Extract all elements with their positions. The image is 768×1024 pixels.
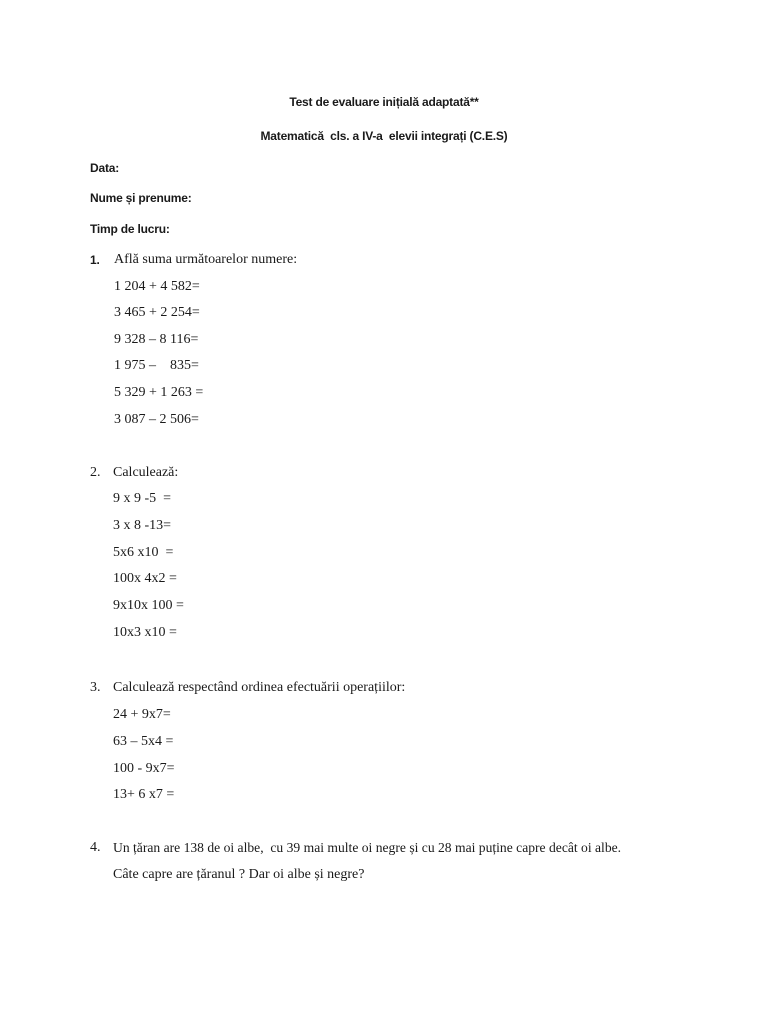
exercise-4-number: 4. — [90, 840, 101, 855]
exercise-3-number: 3. — [90, 680, 101, 695]
exercise-1-number: 1. — [90, 253, 100, 267]
exercise-2-item: 5x6 x10 = — [113, 545, 174, 560]
exercise-2-prompt: Calculează: — [113, 465, 179, 480]
exercise-4-text-line1: Un țăran are 138 de oi albe, cu 39 mai multe oi negre și cu 28 mai puține capre decât oi albe. — [113, 840, 622, 855]
exercise-2-item: 100x 4x2 = — [113, 571, 177, 586]
document-subtitle: Matematică cls. a IV-a elevii integrați (C.E.S) — [260, 129, 508, 143]
exercise-2-item: 9x10x 100 = — [113, 598, 184, 613]
exercise-1-item: 1 204 + 4 582= — [114, 279, 200, 294]
date-label: Data: — [90, 161, 120, 175]
exercise-2-item: 3 x 8 -13= — [113, 518, 172, 533]
exercise-1-item: 5 329 + 1 263 = — [114, 385, 204, 400]
exercise-3-item: 63 – 5x4 = — [113, 734, 174, 749]
exercise-4-text-line2: Câte capre are țăranul ? Dar oi albe și negre? — [113, 867, 365, 882]
exercise-2-item: 10x3 x10 = — [113, 625, 177, 640]
exercise-3-item: 100 - 9x7= — [113, 761, 175, 776]
name-label: Nume și prenume: — [90, 191, 192, 205]
exercise-1-item: 3 465 + 2 254= — [114, 305, 200, 320]
exercise-3-item: 24 + 9x7= — [113, 707, 171, 722]
exercise-2-number: 2. — [90, 465, 101, 480]
exercise-3-prompt: Calculează respectând ordinea efectuării operațiilor: — [113, 680, 406, 695]
exercise-1-item: 3 087 – 2 506= — [114, 412, 199, 427]
document-title: Test de evaluare inițială adaptată** — [289, 95, 479, 109]
exercise-3-item: 13+ 6 x7 = — [113, 787, 175, 802]
time-label: Timp de lucru: — [90, 222, 170, 236]
exercise-1-item: 9 328 – 8 116= — [114, 332, 199, 347]
exercise-1-item: 1 975 – 835= — [114, 358, 199, 373]
exercise-2-item: 9 x 9 -5 = — [113, 491, 172, 506]
exercise-1-prompt: Află suma următoarelor numere: — [114, 252, 298, 267]
